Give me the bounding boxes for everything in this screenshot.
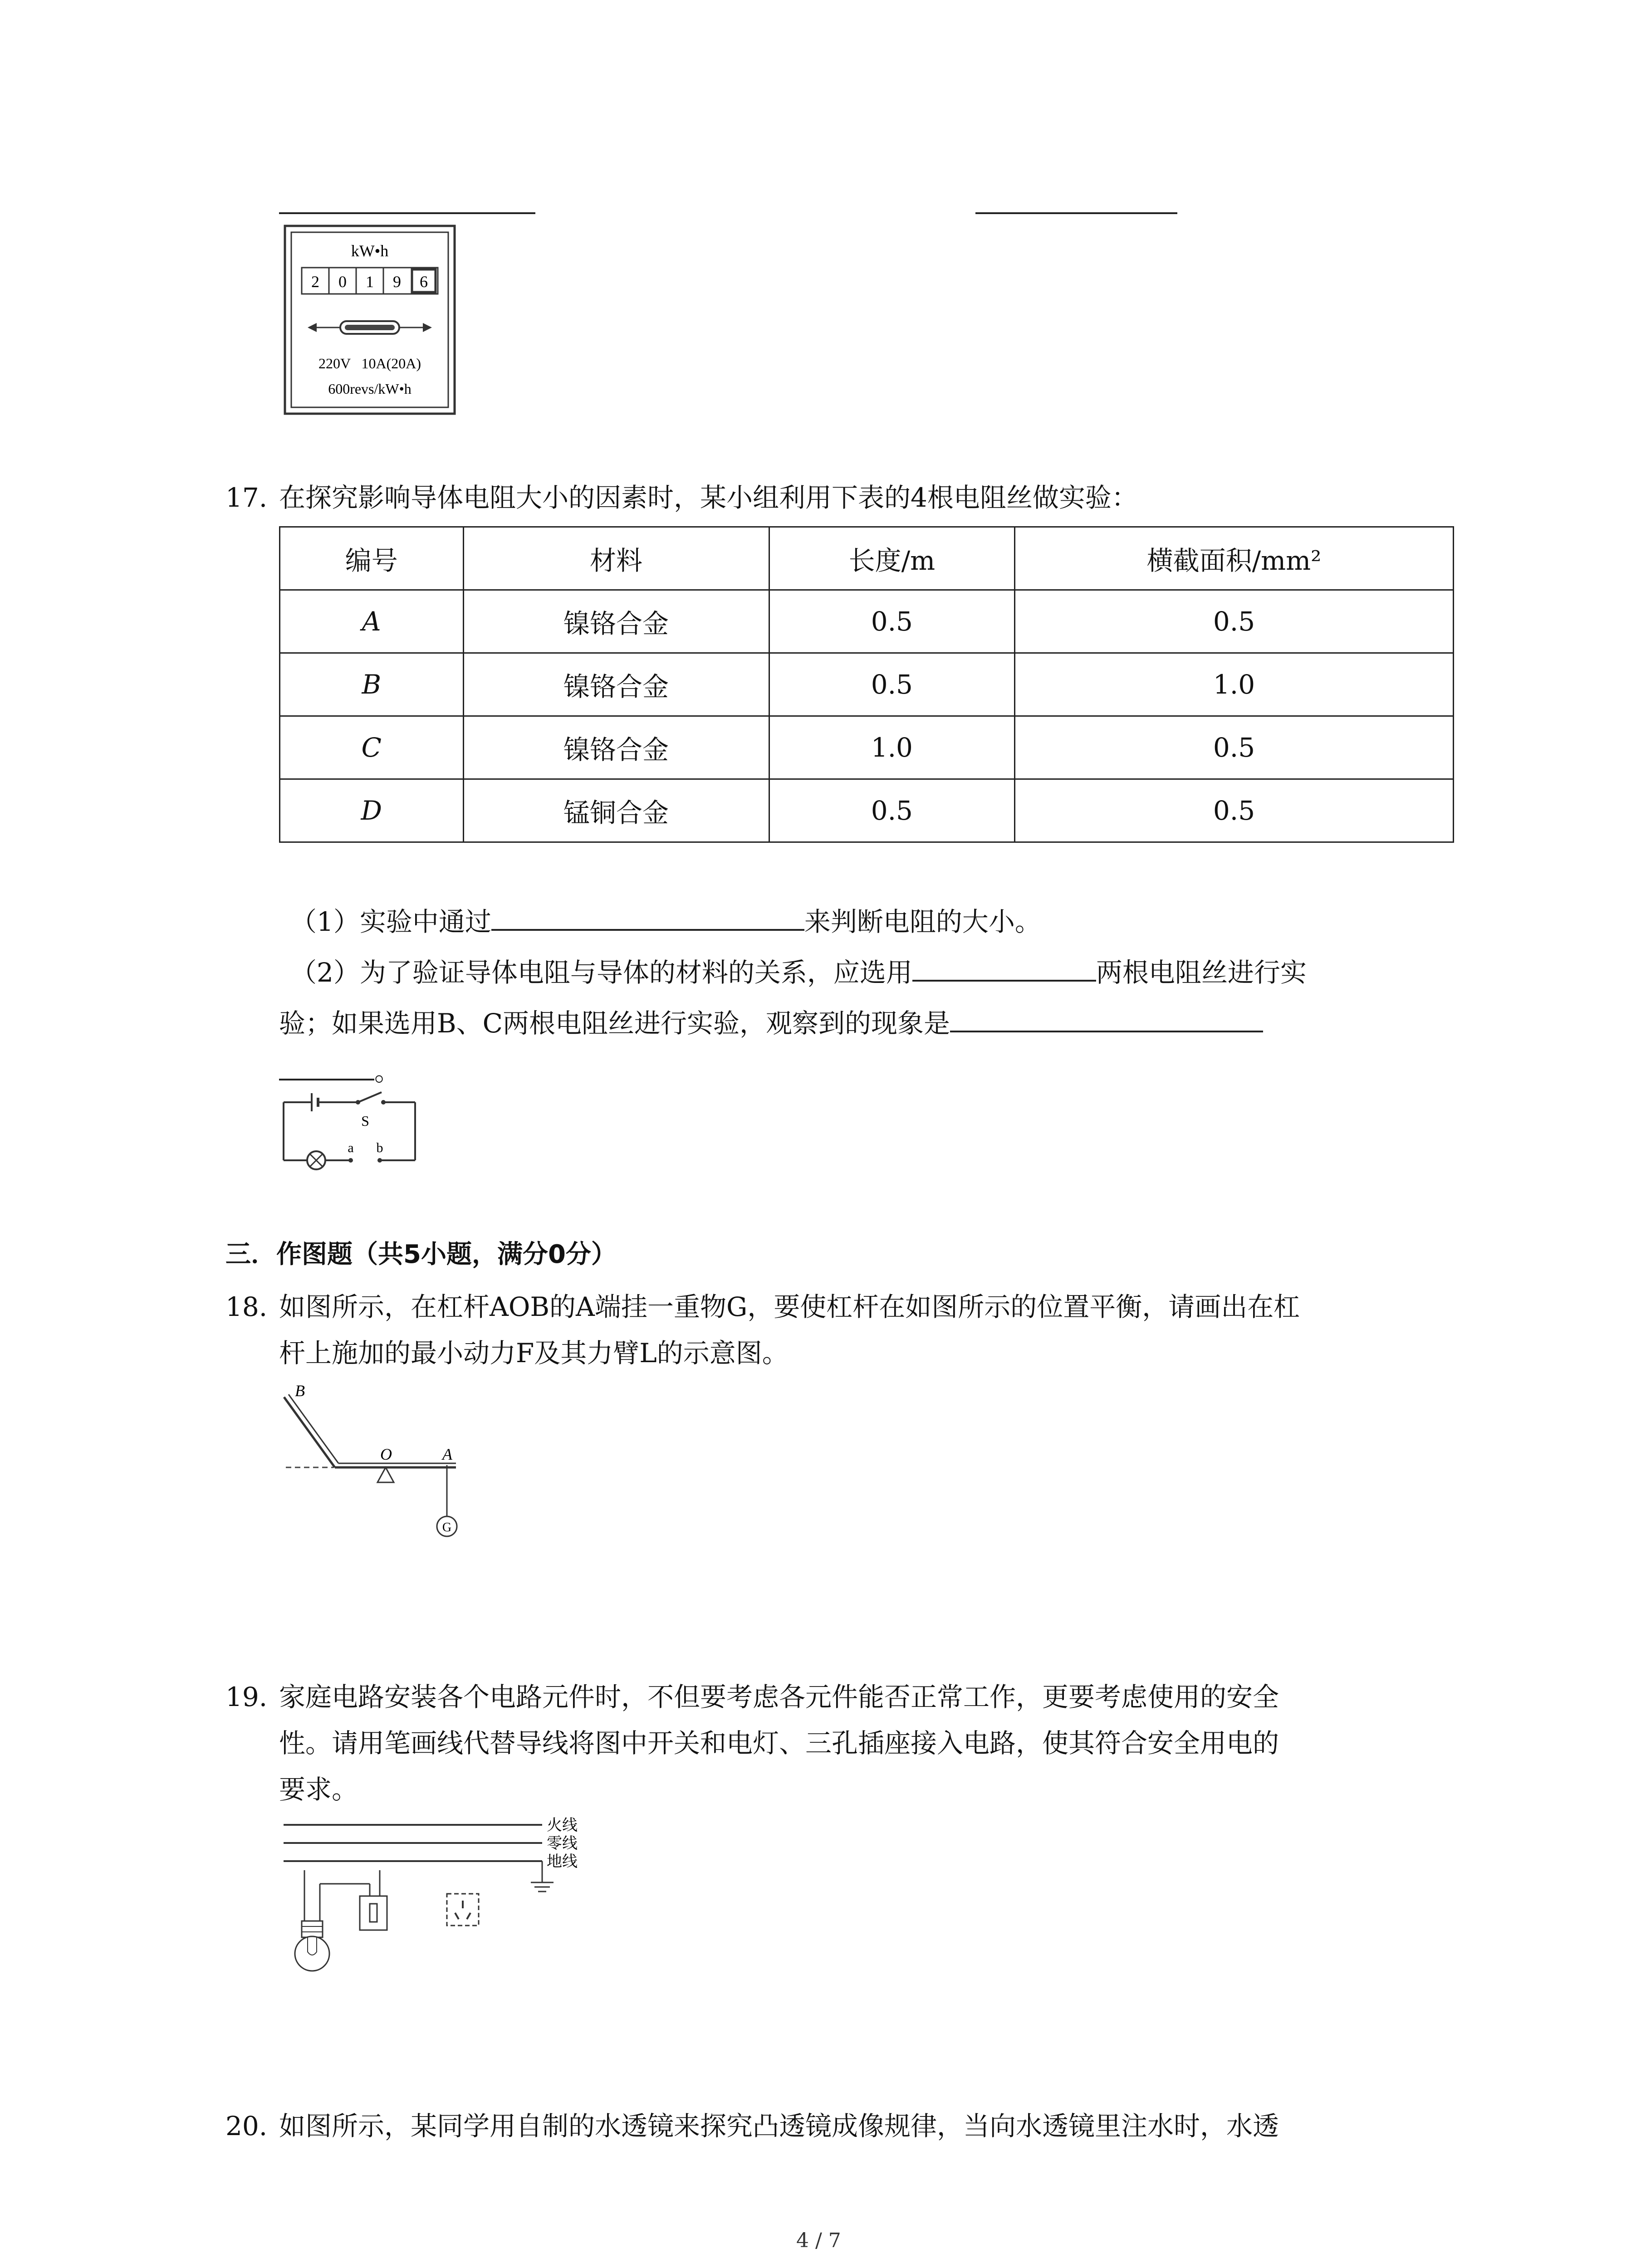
q18-number: 18. bbox=[225, 1291, 268, 1322]
wire-label-ground: 地线 bbox=[547, 1853, 578, 1870]
lever-label-b: B bbox=[295, 1382, 305, 1400]
table-cell-area: 1.0 bbox=[1015, 653, 1454, 716]
q19-number: 19. bbox=[225, 1681, 268, 1712]
q17-part3 bbox=[279, 1004, 1263, 1039]
table-cell-material: 镍铬合金 bbox=[463, 653, 769, 716]
lever-label-o: O bbox=[380, 1445, 392, 1463]
fulcrum-icon bbox=[377, 1467, 394, 1482]
q20-line1: 如图所示，某同学用自制的水透镜来探究凸透镜成像规律，当向水透镜里注水时，水透 bbox=[279, 2111, 1279, 2141]
table-cell-area: 0.5 bbox=[1015, 716, 1454, 779]
table-cell-material: 镍铬合金 bbox=[463, 716, 769, 779]
wire-label-neutral: 零线 bbox=[547, 1835, 578, 1852]
table-cell-area: 0.5 bbox=[1015, 590, 1454, 653]
switch-label: S bbox=[361, 1113, 369, 1129]
table-cell-length: 0.5 bbox=[769, 653, 1014, 716]
answer-blank-q17-2[interactable] bbox=[912, 953, 1096, 982]
q17-part1-prefix: （1）实验中通过 bbox=[290, 906, 491, 937]
table-cell-id: D bbox=[280, 779, 464, 842]
q18-line1: 如图所示，在杠杆AOB的A端挂一重物G，要使杠杆在如图所示的位置平衡，请画出在杠 bbox=[279, 1291, 1300, 1322]
meter-spec-revs: 600revs/kW•h bbox=[328, 381, 411, 397]
meter-spec-voltage: 220V 10A(20A) bbox=[318, 355, 421, 371]
meter-digit: 0 bbox=[338, 273, 347, 291]
meter-unit: kW•h bbox=[351, 242, 389, 260]
q17-stem: 在探究影响导体电阻大小的因素时，某小组利用下表的4根电阻丝做实验： bbox=[279, 482, 1138, 513]
table-header-row bbox=[280, 527, 1454, 590]
wire-label-live: 火线 bbox=[547, 1817, 578, 1834]
q18-line2: 杆上施加的最小动力F及其力臂L的示意图。 bbox=[279, 1338, 789, 1369]
answer-blank-top-left[interactable] bbox=[279, 212, 535, 214]
q17-part4-period: 。 bbox=[374, 1056, 401, 1087]
lever-label-a: A bbox=[442, 1445, 452, 1463]
answer-blank-q17-3-continued[interactable] bbox=[279, 1052, 374, 1080]
q17-part1-suffix: 来判断电阻的大小。 bbox=[804, 906, 1041, 937]
table-cell-area: 0.5 bbox=[1015, 779, 1454, 842]
circuit-figure bbox=[274, 1084, 424, 1179]
q19-line2: 性。请用笔画线代替导线将图中开关和电灯、三孔插座接入电路，使其符合安全用电的 bbox=[279, 1728, 1279, 1759]
meter-digit: 1 bbox=[366, 273, 374, 291]
q17-part3-text: 验；如果选用B、C两根电阻丝进行实验，观察到的现象是 bbox=[279, 1008, 950, 1039]
table-header-cell: 材料 bbox=[463, 527, 769, 590]
page-number: 4 / 7 bbox=[796, 2229, 841, 2252]
table-header-cell: 长度/m bbox=[769, 527, 1014, 590]
household-circuit-figure bbox=[279, 1808, 606, 1998]
table-row bbox=[280, 653, 1454, 716]
point-a-label: a bbox=[348, 1140, 354, 1155]
meter-digit: 2 bbox=[311, 273, 319, 291]
table-cell-id: C bbox=[280, 716, 464, 779]
q17-part2-suffix: 两根电阻丝进行实 bbox=[1096, 957, 1307, 988]
meter-disc-window bbox=[308, 321, 432, 334]
q17-part1 bbox=[290, 903, 1041, 935]
lever-label-g: G bbox=[442, 1520, 452, 1535]
table-cell-id: B bbox=[280, 653, 464, 716]
light-bulb-icon bbox=[295, 1870, 329, 1971]
switch-icon bbox=[360, 1896, 387, 1930]
answer-blank-top-right[interactable] bbox=[975, 212, 1177, 214]
table-cell-material: 镍铬合金 bbox=[463, 590, 769, 653]
table-header-cell: 编号 bbox=[280, 527, 464, 590]
table-row bbox=[280, 779, 1454, 842]
table-header-cell: 横截面积/mm² bbox=[1015, 527, 1454, 590]
point-b-label: b bbox=[376, 1140, 383, 1155]
answer-blank-q17-1[interactable] bbox=[491, 903, 804, 931]
table-cell-id: A bbox=[280, 590, 464, 653]
meter-digit: 6 bbox=[420, 273, 428, 291]
electric-meter-figure bbox=[281, 222, 458, 417]
resistance-wire-table bbox=[279, 526, 1454, 843]
answer-blank-q17-3[interactable] bbox=[950, 1004, 1263, 1032]
q17-part2-prefix: （2）为了验证导体电阻与导体的材料的关系，应选用 bbox=[290, 957, 912, 988]
lever-figure bbox=[281, 1379, 481, 1542]
table-cell-material: 锰铜合金 bbox=[463, 779, 769, 842]
q17-number: 17. bbox=[225, 482, 268, 513]
q17-part2 bbox=[290, 953, 1307, 986]
q20-number: 20. bbox=[225, 2111, 268, 2141]
table-cell-length: 0.5 bbox=[769, 779, 1014, 842]
section-title: 三．作图题（共5小题，满分0分） bbox=[225, 1240, 617, 1269]
table-row bbox=[280, 716, 1454, 779]
q19-line1: 家庭电路安装各个电路元件时，不但要考虑各元件能否正常工作，更要考虑使用的安全 bbox=[279, 1681, 1279, 1712]
table-row bbox=[280, 590, 1454, 653]
q19-line3: 要求。 bbox=[279, 1774, 358, 1805]
three-hole-socket-icon bbox=[447, 1894, 479, 1926]
table-cell-length: 1.0 bbox=[769, 716, 1014, 779]
meter-digits bbox=[302, 268, 438, 294]
q17-part4 bbox=[279, 1052, 401, 1085]
table-cell-length: 0.5 bbox=[769, 590, 1014, 653]
meter-digit: 9 bbox=[393, 273, 401, 291]
